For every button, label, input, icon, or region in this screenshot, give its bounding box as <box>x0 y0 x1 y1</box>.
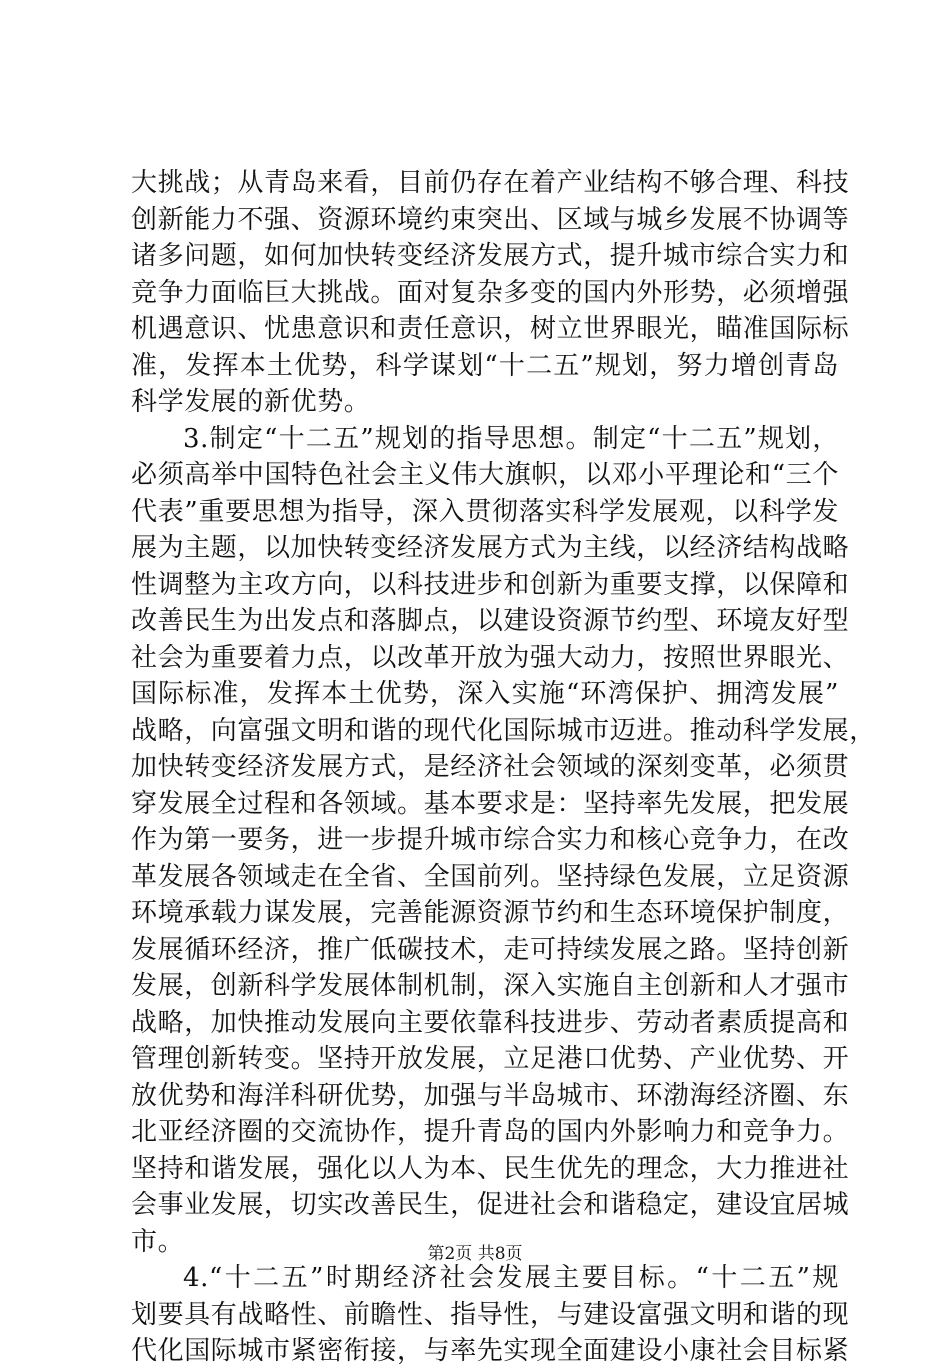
text-line: 加快转变经济发展方式，是经济社会领域的深刻变革，必须贯 <box>131 752 850 782</box>
text-line: 社会为重要着力点，以改革开放为强大动力，按照世界眼光、 <box>131 642 850 673</box>
text-line: 革发展各领域走在全省、全国前列。坚持绿色发展，立足资源 <box>131 861 850 892</box>
text-line: 必须高举中国特色社会主义伟大旗帜，以邓小平理论和“三个 <box>131 460 839 490</box>
text-line: 划要具有战略性、前瞻性、指导性，与建设富强文明和谐的现 <box>131 1299 850 1330</box>
page-footer: 第2页 共8页 <box>427 1244 523 1264</box>
text-line: 战略，向富强文明和谐的现代化国际城市迈进。推动科学发展， <box>131 715 876 746</box>
text-line: 大挑战；从青岛来看，目前仍存在着产业结构不够合理、科技 <box>131 168 850 198</box>
text-line: 国际标准，发挥本土优势，深入实施“环湾保护、拥湾发展” <box>131 679 839 709</box>
text-line: 竞争力面临巨大挑战。面对复杂多变的国内外形势，必须增强 <box>131 277 850 308</box>
text-line: 准，发挥本土优势，科学谋划“十二五”规划，努力增创青岛 <box>131 350 839 381</box>
text-line: 展为主题，以加快转变经济发展方式为主线，以经济结构战略 <box>131 533 850 563</box>
text-line: 4.“十二五”时期经济社会发展主要目标。“十二五”规 <box>183 1263 839 1293</box>
text-line: 作为第一要务，进一步提升城市综合实力和核心竞争力，在改 <box>131 825 850 855</box>
body-text <box>131 165 876 1370</box>
text-line: 发展循环经济，推广低碳技术，走可持续发展之路。坚持创新 <box>131 934 850 965</box>
text-line: 放优势和海洋科研优势，加强与半岛城市、环渤海经济圈、东 <box>131 1080 850 1111</box>
text-line: 穿发展全过程和各领域。基本要求是：坚持率先发展，把发展 <box>131 788 850 819</box>
text-line: 战略，加快推动发展向主要依靠科技进步、劳动者素质提高和 <box>131 1007 850 1038</box>
text-line: 管理创新转变。坚持开放发展，立足港口优势、产业优势、开 <box>131 1044 850 1074</box>
text-line: 会事业发展，切实改善民生，促进社会和谐稳定，建设宜居城 <box>131 1190 850 1220</box>
text-line: 环境承载力谋发展，完善能源资源节约和生态环境保护制度， <box>131 898 850 928</box>
text-line: 坚持和谐发展，强化以人为本、民生优先的理念，大力推进社 <box>131 1153 850 1184</box>
text-line: 诸多问题，如何加快转变经济发展方式，提升城市综合实力和 <box>131 241 850 271</box>
text-line: 代表”重要思想为指导，深入贯彻落实科学发展观，以科学发 <box>131 496 839 527</box>
text-line: 科学发展的新优势。 <box>131 387 371 417</box>
text-line: 性调整为主攻方向，以科技进步和创新为重要支撑，以保障和 <box>131 569 850 600</box>
text-line: 机遇意识、忧患意识和责任意识，树立世界眼光，瞄准国际标 <box>131 314 850 344</box>
text-line: 北亚经济圈的交流协作，提升青岛的国内外影响力和竞争力。 <box>131 1117 850 1147</box>
text-line: 市。 <box>131 1226 185 1257</box>
text-line: 改善民生为出发点和落脚点，以建设资源节约型、环境友好型 <box>131 606 850 636</box>
text-line: 3.制定“十二五”规划的指导思想。制定“十二五”规划， <box>183 423 839 454</box>
text-line: 发展，创新科学发展体制机制，深入实施自主创新和人才强市 <box>131 971 850 1001</box>
text-line: 创新能力不强、资源环境约束突出、区域与城乡发展不协调等 <box>131 204 850 235</box>
text-line: 代化国际城市紧密衔接，与率先实现全面建设小康社会目标紧 <box>131 1336 850 1366</box>
